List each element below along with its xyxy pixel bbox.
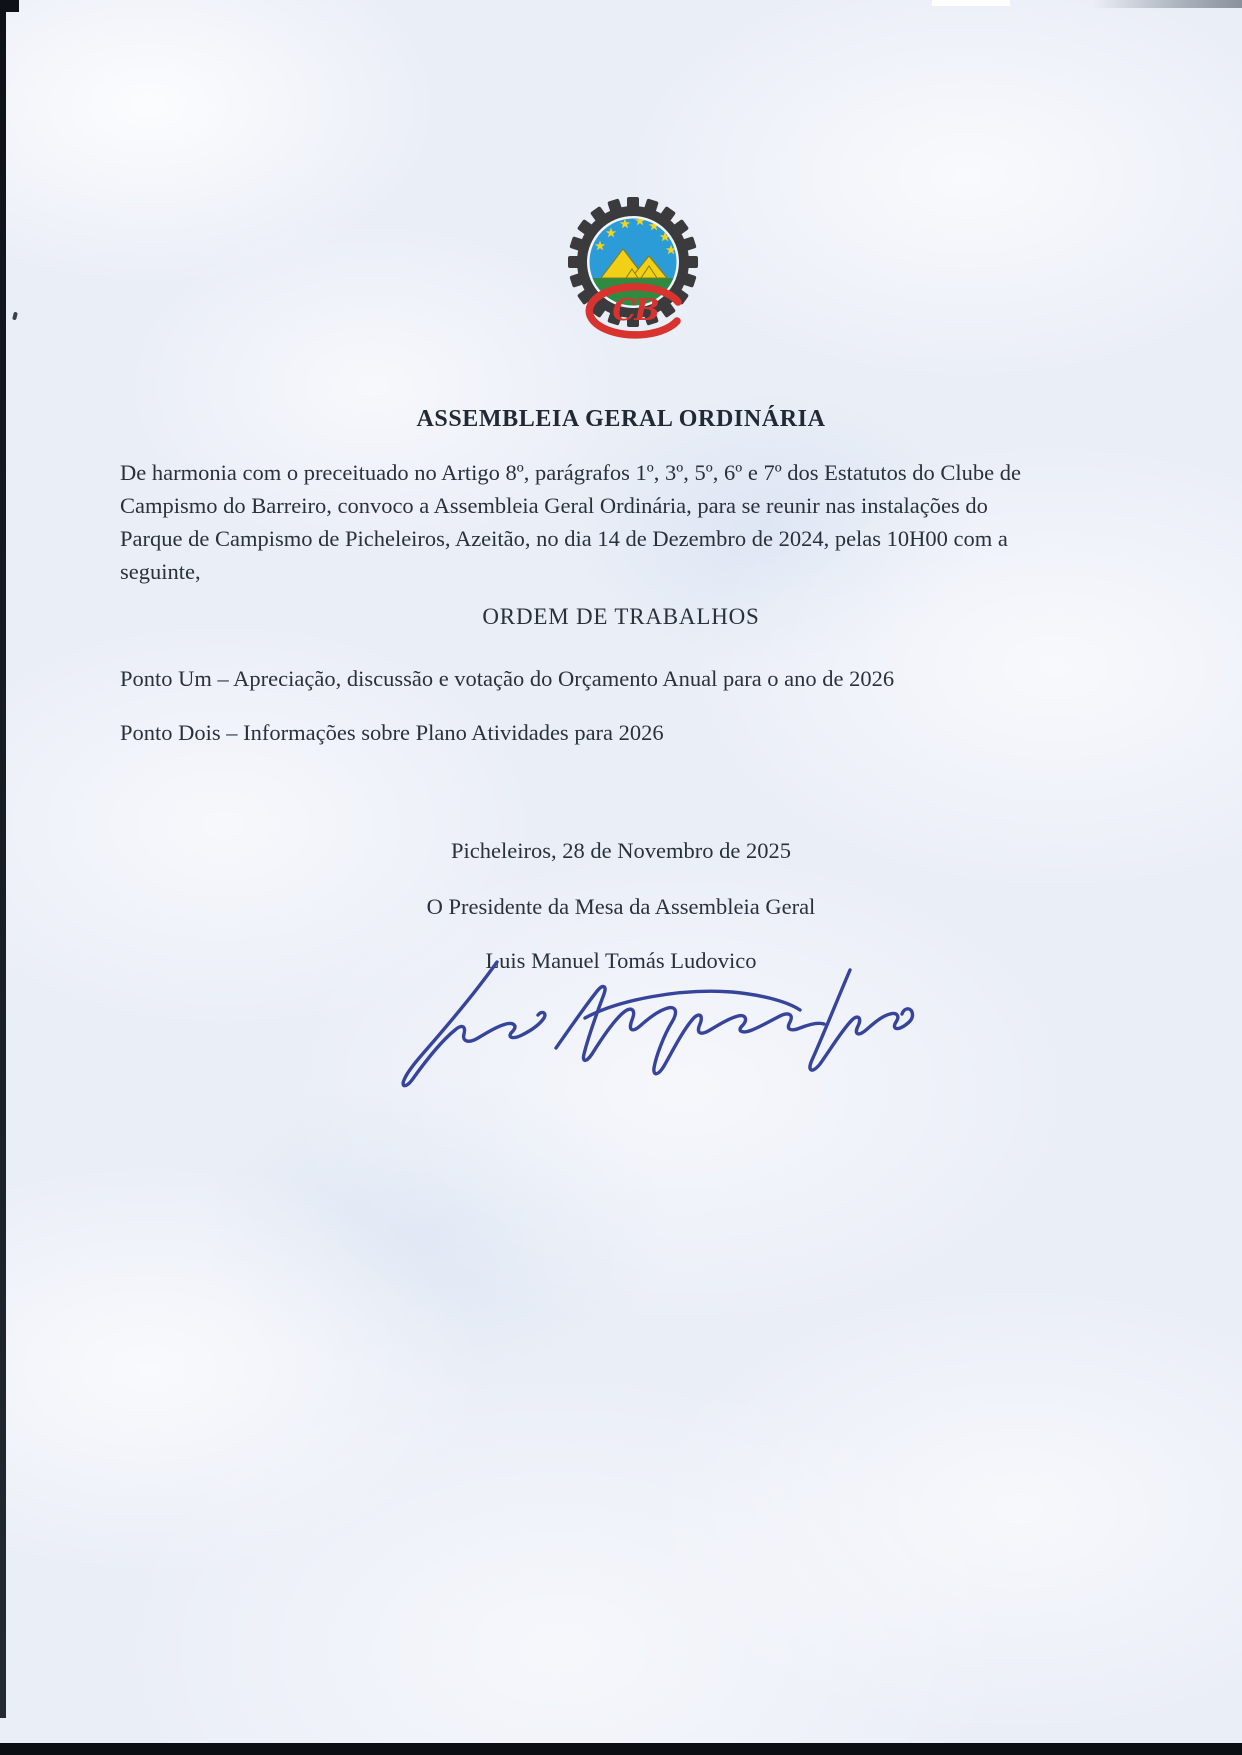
scan-artifact-bottom-edge (0, 1743, 1242, 1755)
scan-speck (12, 312, 18, 321)
dateline: Picheleiros, 28 de Novembro de 2025 (451, 838, 791, 863)
gear-icon (568, 197, 698, 335)
signer-role: O Presidente da Mesa da Assembleia Geral (426, 894, 816, 919)
scan-artifact-top-right (1092, 0, 1242, 8)
agenda-heading: ORDEM DE TRABALHOS (482, 604, 760, 629)
scan-artifact-top-left (0, 0, 19, 12)
intro-paragraph (120, 456, 1135, 588)
agenda-item-1: Ponto Um – Apreciação, discussão e votação do Orçamento Anual para o ano de 2026 (120, 666, 895, 691)
intro-line-1: De harmonia com o preceituado no Artigo 8º, parágrafos 1º, 3º, 5º, 6º e 7º dos Estatutos do Clube de (120, 460, 1022, 485)
scan-artifact-top-notch (932, 0, 1010, 6)
svg-text:CB: CB (612, 293, 658, 328)
intro-line-3: Parque de Campismo de Picheleiros, Azeitão, no dia 14 de Dezembro de 2024, pelas 10H00 com a (120, 526, 1008, 551)
signer-name: Luis Manuel Tomás Ludovico (485, 948, 757, 973)
document-title: ASSEMBLEIA GERAL ORDINÁRIA (416, 406, 826, 432)
intro-line-2: Campismo do Barreiro, convoco a Assembleia Geral Ordinária, para se reunir nas instalações do (120, 493, 988, 518)
intro-line-4: seguinte, (120, 559, 201, 584)
agenda-item-2: Ponto Dois – Informações sobre Plano Atividades para 2026 (120, 720, 664, 745)
signature (360, 958, 920, 1103)
club-logo (523, 192, 743, 342)
